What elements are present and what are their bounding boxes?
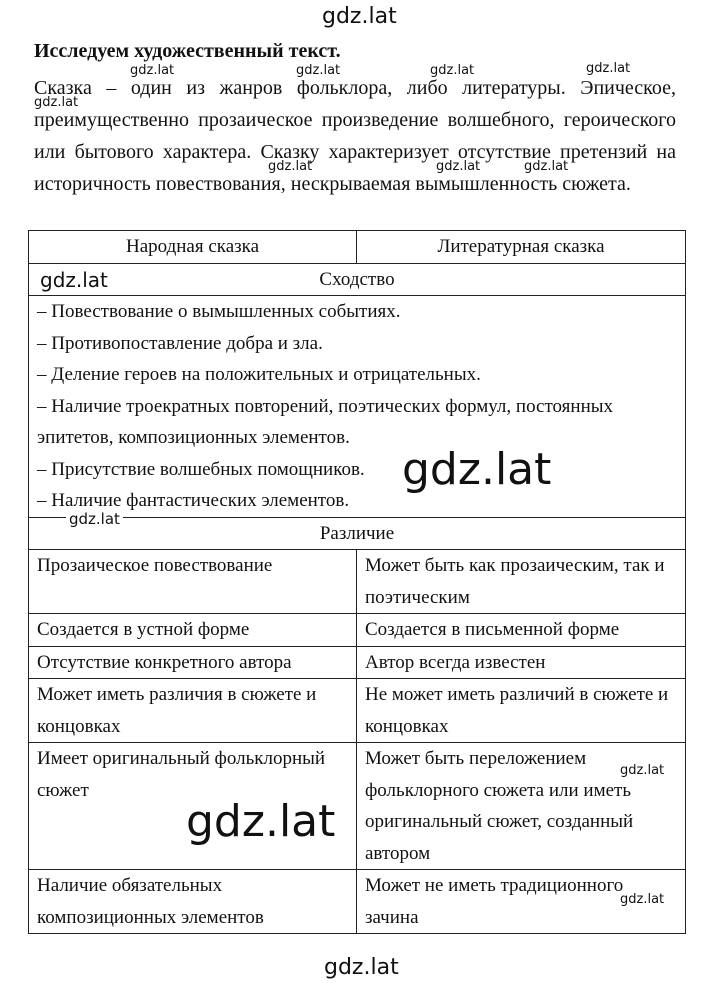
- similarity-item: – Повествование о вымышленных событиях.: [37, 301, 401, 322]
- watermark-large: gdz.lat: [186, 796, 336, 847]
- difference-title-row: [29, 517, 686, 550]
- header-literary-tale: Литературная сказка: [357, 231, 686, 264]
- watermark: gdz.lat: [524, 159, 569, 174]
- similarity-item: – Присутствие волшебных помощников.: [37, 458, 365, 480]
- difference-title: Различие: [29, 517, 686, 550]
- literary-cell: Может не иметь традиционного зачина: [357, 870, 686, 934]
- folk-cell: Имеет оригинальный фольклорный сюжет: [29, 743, 357, 870]
- watermark: gdz.lat: [40, 268, 108, 292]
- similarity-list-cell: [29, 296, 686, 518]
- table-row: [29, 870, 686, 934]
- watermark: gdz.lat: [620, 763, 665, 778]
- folk-cell: Прозаическое повествование: [29, 550, 357, 614]
- watermark: gdz.lat: [268, 159, 313, 174]
- watermark: gdz.lat: [296, 63, 341, 78]
- watermark-bottom: gdz.lat: [324, 955, 399, 980]
- table-row: [29, 550, 686, 614]
- literary-cell: Может быть как прозаическим, так и поэтическим: [357, 550, 686, 614]
- watermark: gdz.lat: [66, 512, 123, 527]
- watermark: gdz.lat: [586, 61, 631, 76]
- folk-cell: Наличие обязательных композиционных элементов: [29, 870, 357, 934]
- similarity-item: – Противопоставление добра и зла.: [37, 332, 323, 354]
- watermark: gdz.lat: [34, 95, 79, 110]
- watermark: gdz.lat: [436, 159, 481, 174]
- similarity-item: – Наличие троекратных повторений, поэтических формул, постоянных эпитетов, композиционных элементов.: [37, 395, 614, 448]
- watermark: gdz.lat: [130, 63, 175, 78]
- literary-cell: Не может иметь различий в сюжете и концовках: [357, 679, 686, 743]
- comparison-table: [28, 230, 686, 934]
- folk-cell: Создается в устной форме: [29, 614, 357, 647]
- table-row: [29, 743, 686, 870]
- intro-paragraph: Сказка – один из жанров фольклора, либо литературы. Эпическое, преимущественно прозаическое произведение волшебного, героического или бытового характера. Сказку характеризует отсутствие претензий на историчность повествования, нескрываемая вымышленность сюжета.: [34, 77, 676, 195]
- similarity-title: Сходство: [29, 263, 686, 296]
- table-header-row: [29, 231, 686, 264]
- literary-cell: Автор всегда известен: [357, 646, 686, 679]
- literary-cell: Может быть переложением фольклорного сюжета или иметь оригинальный сюжет, созданный автором: [357, 743, 686, 870]
- folk-cell: Может иметь различия в сюжете и концовках: [29, 679, 357, 743]
- similarity-list: [37, 296, 677, 517]
- similarity-title-row: [29, 263, 686, 296]
- section-heading: Исследуем художественный текст.: [34, 40, 341, 62]
- watermark-large: gdz.lat: [402, 444, 552, 495]
- watermark: gdz.lat: [430, 63, 475, 78]
- watermark: gdz.lat: [620, 892, 665, 907]
- header-folk-tale: Народная сказка: [29, 231, 357, 264]
- watermark-top: gdz.lat: [322, 4, 397, 29]
- similarity-item: – Деление героев на положительных и отрицательных.: [37, 364, 481, 385]
- literary-cell: Создается в письменной форме: [357, 614, 686, 647]
- table-row: [29, 679, 686, 743]
- table-row: [29, 614, 686, 647]
- similarity-item: – Наличие фантастических элементов.: [37, 490, 350, 511]
- similarity-list-row: [29, 296, 686, 518]
- folk-cell: Отсутствие конкретного автора: [29, 646, 357, 679]
- table-row: [29, 646, 686, 679]
